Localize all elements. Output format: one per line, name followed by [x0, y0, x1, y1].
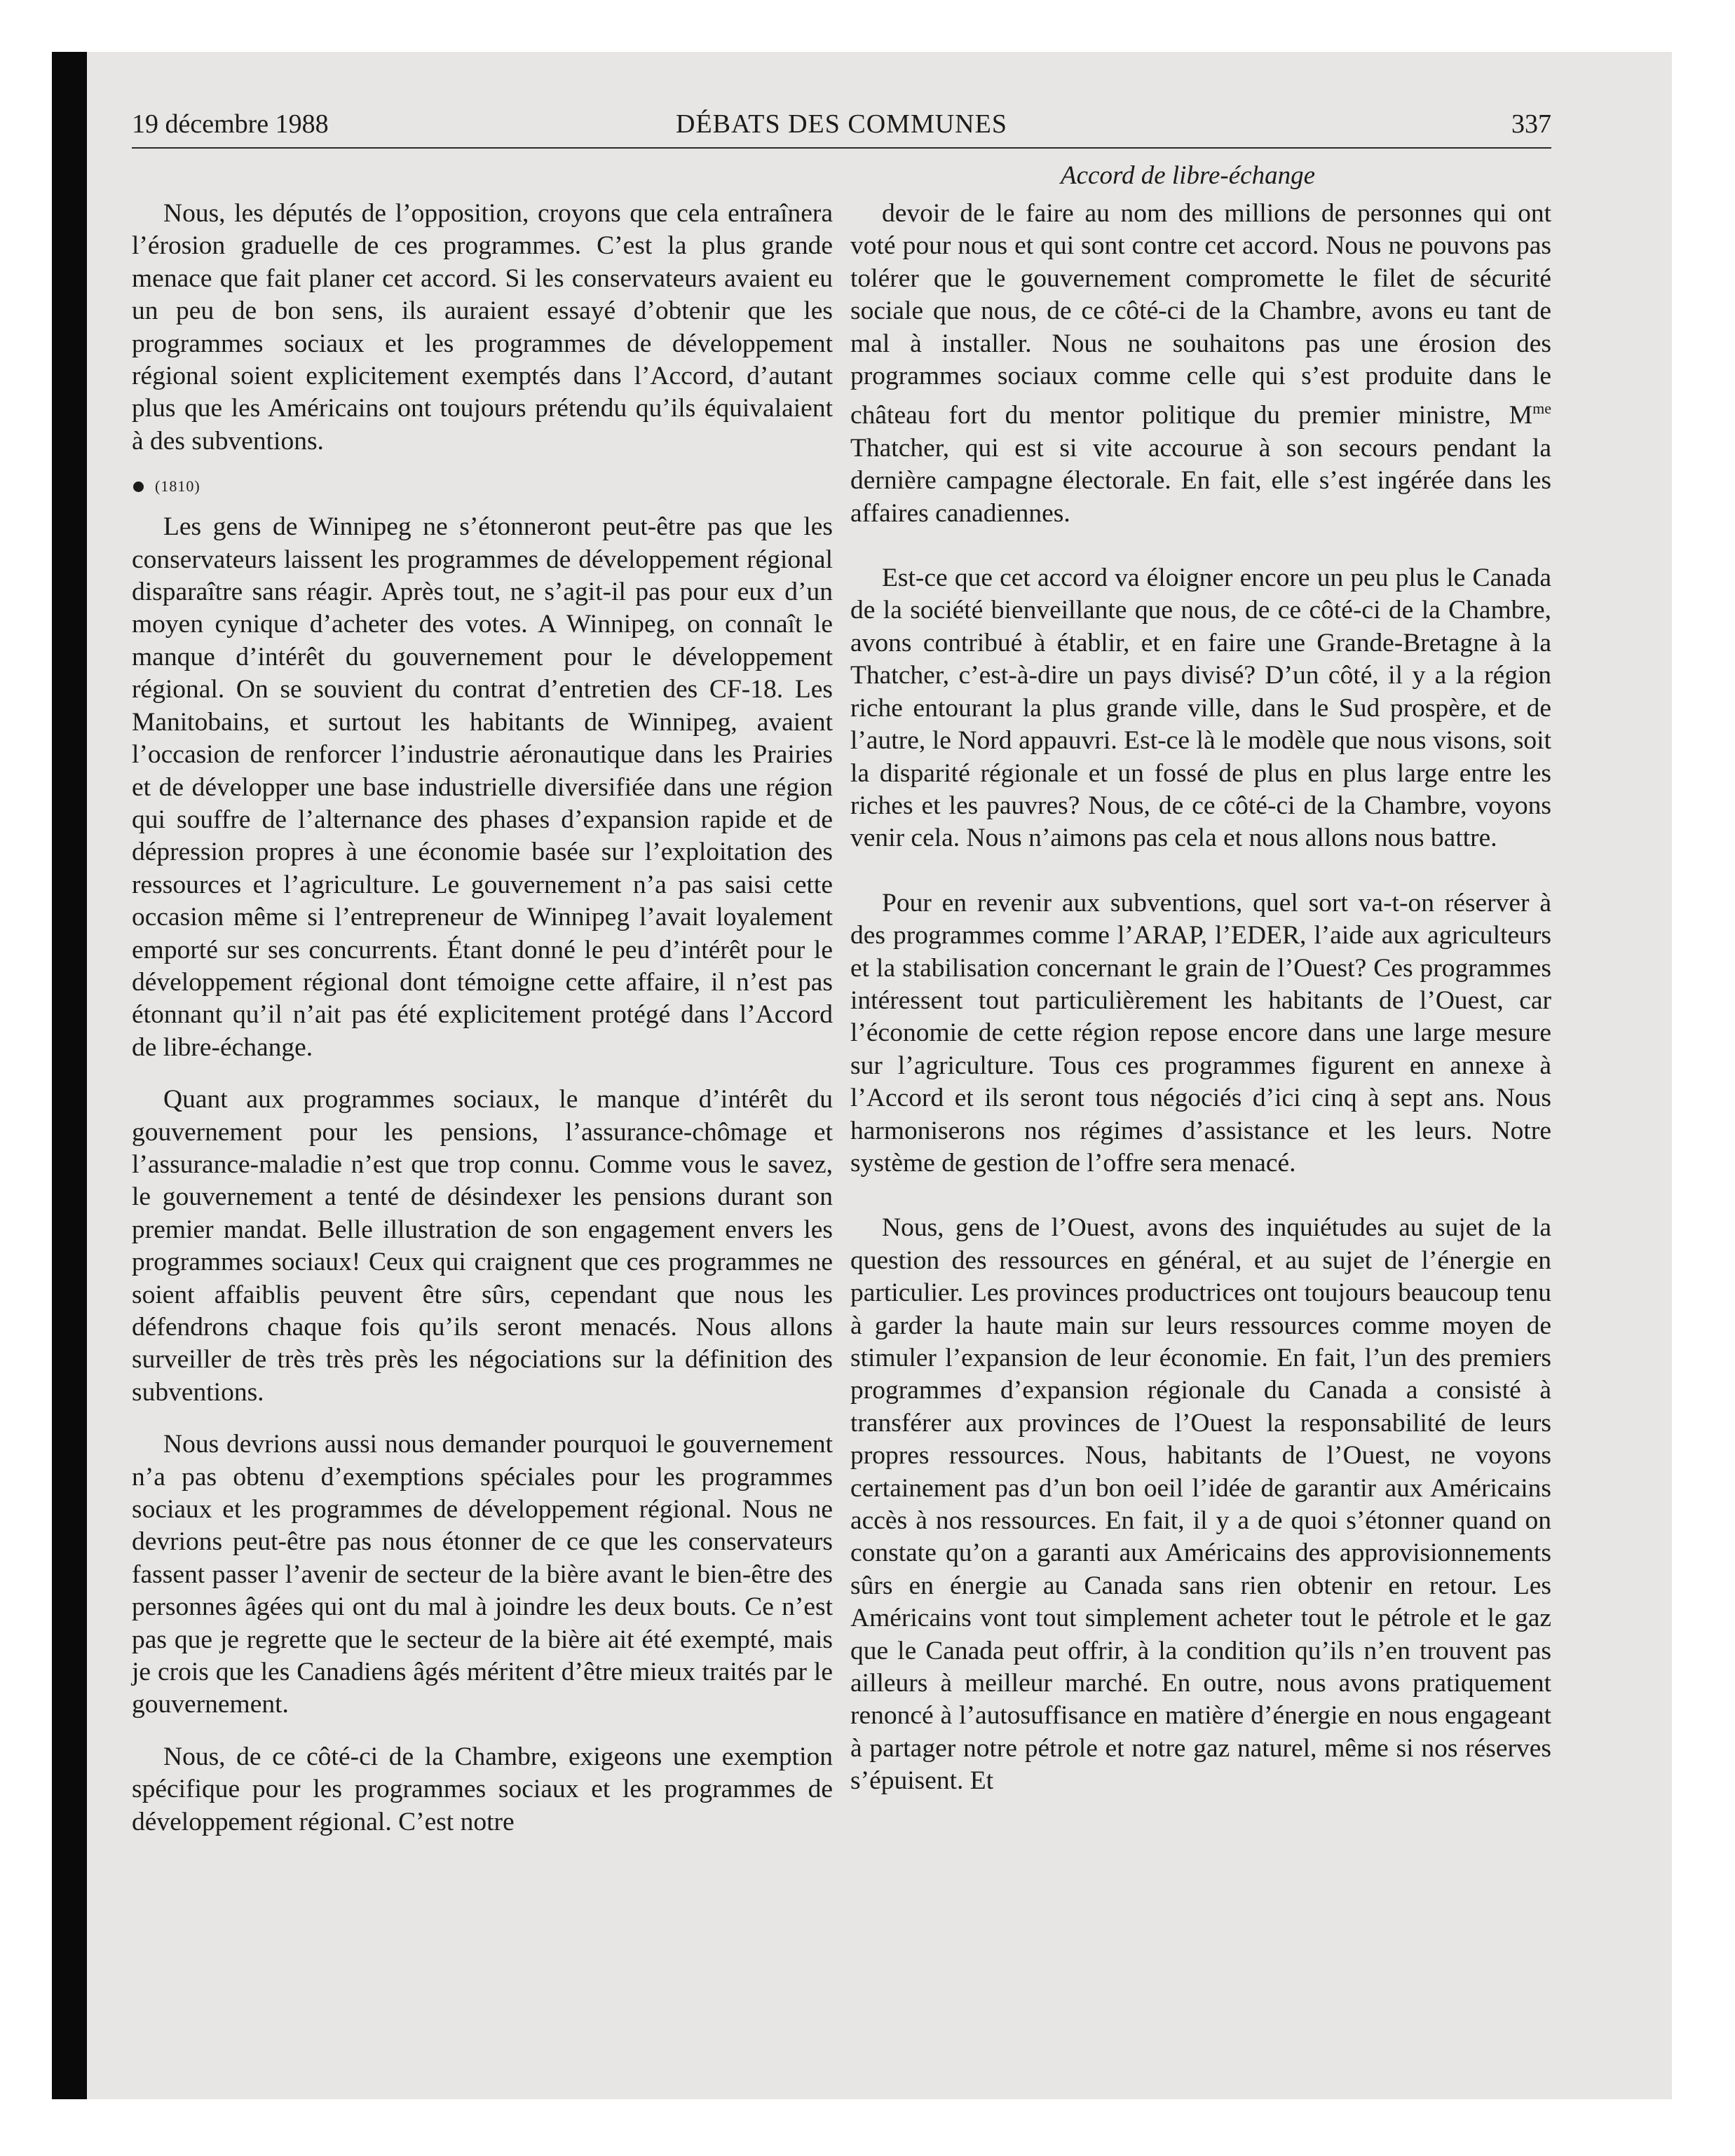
- time-marker-text: (1810): [155, 477, 200, 496]
- bullet-icon: [133, 482, 144, 492]
- paragraph: Nous devrions aussi nous demander pourquoi le gouvernement n’a pas obtenu d’exemptions spéciales pour les programmes sociaux et les programmes de développement régional. Nous ne devrions peut-être pas nous étonner de ce que les conservateurs fassent passer l’avenir de secteur de la bière avant le bien-être des personnes âgées qui ont du mal à joindre les deux bouts. Ce n’est pas que je regrette que le secteur de la bière ait été exempté, mais je crois que les Canadiens âgés méritent d’être mieux traités par le gouvernement.: [132, 1430, 833, 1719]
- paragraph-text: devoir de le faire au nom des millions de personnes qui ont voté pour nous et qui sont contre cet accord. Nous ne pouvons pas tolérer que le gouvernement compromette le filet de sécurité sociale que nous, de ce côté-ci de la Chambre, avons eu tant de mal à installer. Nous ne souhaitons pas une érosion des programmes sociaux comme celle qui s’est produite dans le château fort du mentor politique du premier ministre, M: [850, 199, 1551, 430]
- header-date: 19 décembre 1988: [132, 109, 329, 139]
- paragraph-text: Thatcher, qui est si vite accourue à son secours pendant la dernière campagne électorale. En fait, elle s’est ingérée dans les affaires canadiennes.: [850, 433, 1551, 528]
- paragraph: Nous, de ce côté-ci de la Chambre, exigeons une exemption spécifique pour les programmes sociaux et les programmes de développement régional. C’est notre: [132, 1742, 833, 1836]
- paragraph: Pour en revenir aux subventions, quel sort va-t-on réserver à des programmes comme l’ARAP, l’EDER, l’aide aux agriculteurs et la stabilisation concernant le grain de l’Ouest? Ces programmes intéressent tout particulièrement les habitants de l’Ouest, car l’économie de cette région repose encore dans une large mesure sur l’agriculture. Tous ces programmes figurent en annexe à l’Accord et ils seront tous négociés d’ici cinq à sept ans. Nous harmoniserons nos régimes d’assistance et les leurs. Notre système de gestion de l’offre sera menacé.: [850, 888, 1551, 1178]
- page-number: 337: [1511, 109, 1551, 139]
- section-subhead: Accord de libre-échange: [1061, 161, 1315, 190]
- superscript: me: [1532, 400, 1551, 418]
- page-header: [132, 104, 1551, 149]
- header-title: DÉBATS DES COMMUNES: [676, 109, 1007, 139]
- paragraph: Quant aux programmes sociaux, le manque d’intérêt du gouvernement pour les pensions, l’assurance-chômage et l’assurance-maladie n’est que trop connu. Comme vous le savez, le gouvernement a tenté de désindexer les pensions durant son premier mandat. Belle illustration de son engagement envers les programmes sociaux! Ceux qui craignent que ces programmes ne soient affaiblis peuvent être sûrs, cependant que nous les défendrons chaque fois qu’ils seront menacés. Nous allons surveiller de très très près les négociations sur la définition des subventions.: [132, 1085, 833, 1407]
- paragraph: Nous, les députés de l’opposition, croyons que cela entraînera l’érosion graduelle de ces programmes. C’est la plus grande menace que fait planer cet accord. Si les conservateurs avaient eu un peu de bon sens, ils auraient essayé d’obtenir que les programmes sociaux et les programmes de développement régional soient explicitement exemptés dans l’Accord, d’autant plus que les Américains ont toujours prétendu qu’ils équivalaient à des subventions.: [132, 199, 833, 456]
- time-marker: [132, 470, 833, 503]
- paragraph: Nous, gens de l’Ouest, avons des inquiétudes au sujet de la question des ressources en général, et au sujet de l’énergie en particulier. Les provinces productrices ont toujours beaucoup tenu à garder la haute main sur leurs ressources comme moyen de stimuler l’expansion de leur économie. En fait, l’un des premiers programmes d’expansion régionale du Canada a consisté à transférer aux provinces de l’Ouest la responsabilité de leurs propres ressources. Nous, habitants de l’Ouest, ne voyons certainement pas d’un bon oeil l’idée de garantir aux Américains accès à nos ressources. En fait, il y a de quoi s’étonner quand on constate qu’on a garanti aux Américains des approvisionnements sûrs en énergie au Canada sans rien obtenir en retour. Les Américains vont tout simplement acheter tout le pétrole et le gaz que le Canada peut offrir, à la condition qu’ils n’en trouvent pas ailleurs à meilleur marché. En outre, nous avons pratiquement renoncé à l’autosuffisance en matière d’énergie en nous engageant à partager notre pétrole et notre gaz naturel, même si nos réserves s’épuisent. Et: [850, 1213, 1551, 1796]
- left-column: [132, 198, 833, 1838]
- right-column: [850, 198, 1551, 1798]
- paragraph: Est-ce que cet accord va éloigner encore un peu plus le Canada de la société bienveillante que nous, de ce côté-ci de la Chambre, avons contribué à établir, et en faire une Grande-Bretagne à la Thatcher, c’est-à-dire un pays divisé? D’un côté, il y a la région riche entourant la plus grande ville, dans le Sud prospère, et de l’autre, le Nord appauvri. Est-ce là le modèle que nous visons, soit la disparité régionale et un fossé de plus en plus large entre les riches et les pauvres? Nous, de ce côté-ci de la Chambre, voyons venir cela. Nous n’aimons pas cela et nous allons nous battre.: [850, 564, 1551, 853]
- paragraph: Les gens de Winnipeg ne s’étonneront peut-être pas que les conservateurs laissent les programmes de développement régional disparaître sans réagir. Après tout, ne s’agit-il pas pour eux d’un moyen cynique d’acheter des votes. A Winnipeg, on connaît le manque d’intérêt du gouvernement pour le développement régional. On se souvient du contrat d’entretien des CF-18. Les Manitobains, et surtout les habitants de Winnipeg, avaient l’occasion de renforcer l’industrie aéronautique dans les Prairies et de développer une base industrielle diversifiée dans une région qui souffre de l’alternance des phases d’expansion rapide et de dépression propres à une économie basée sur l’exploitation des ressources et l’agriculture. Le gouvernement n’a pas saisi cette occasion même si l’entrepreneur de Winnipeg l’avait loyalement emporté sur ses concurrents. Étant donné le peu d’intérêt pour le développement régional dont témoigne cette affaire, il n’est pas étonnant qu’il n’ait pas été explicitement protégé dans l’Accord de libre-échange.: [132, 512, 833, 1062]
- binding-edge: [52, 52, 87, 2099]
- paragraph: [850, 198, 1551, 530]
